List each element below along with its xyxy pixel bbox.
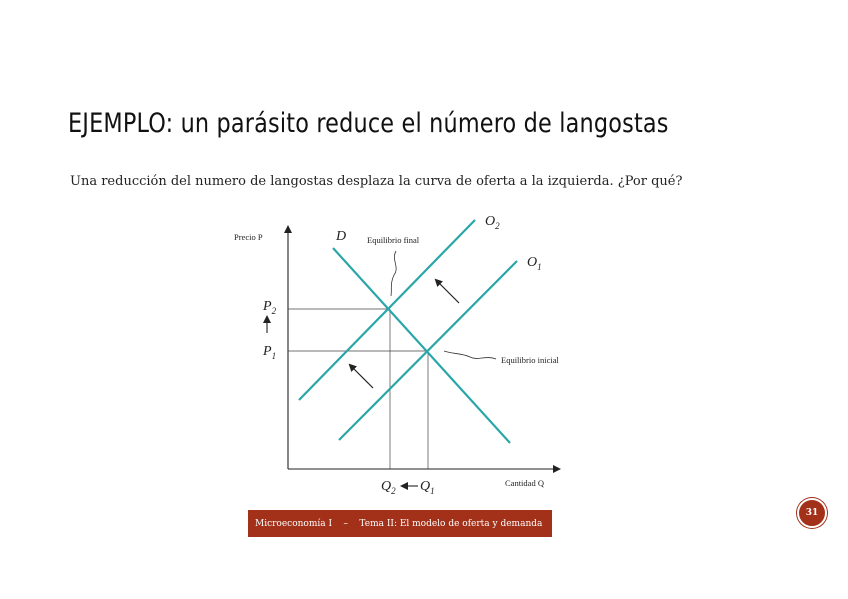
page-number-badge: 31 <box>797 498 827 528</box>
demand-curve <box>333 248 510 443</box>
x-axis-label: Cantidad Q <box>505 478 544 488</box>
shift-arrow-lower <box>350 365 373 388</box>
footer-bar: Microeconomía I – Tema II: El modelo de oferta y demanda <box>248 510 552 537</box>
q2-label: $Q_2$ <box>381 479 396 496</box>
supply-new-label: $O_2$ <box>485 214 500 231</box>
supply-old-label: $O_1$ <box>527 255 542 272</box>
slide-subtitle: Una reducción del numero de langostas desplaza la curva de oferta a la izquierda. ¿Por qué? <box>70 174 683 189</box>
y-axis-label: Precio P <box>234 232 263 242</box>
supply-curve-new <box>299 220 475 400</box>
initial-equilibrium-pointer <box>444 351 496 359</box>
final-equilibrium-label: Equilibrio final <box>367 235 420 245</box>
diagram-svg <box>228 205 578 500</box>
slide-title: EJEMPLO: un parásito reduce el número de langostas <box>68 108 669 139</box>
p1-label: $P_1$ <box>263 344 277 361</box>
final-equilibrium-pointer <box>391 251 396 296</box>
demand-label: D <box>336 229 347 244</box>
p2-label: $P_2$ <box>263 299 277 316</box>
supply-demand-diagram <box>228 205 578 500</box>
shift-arrow-upper <box>436 280 459 303</box>
q1-label: $Q_1$ <box>420 479 435 496</box>
initial-equilibrium-label: Equilibrio inicial <box>501 355 559 365</box>
